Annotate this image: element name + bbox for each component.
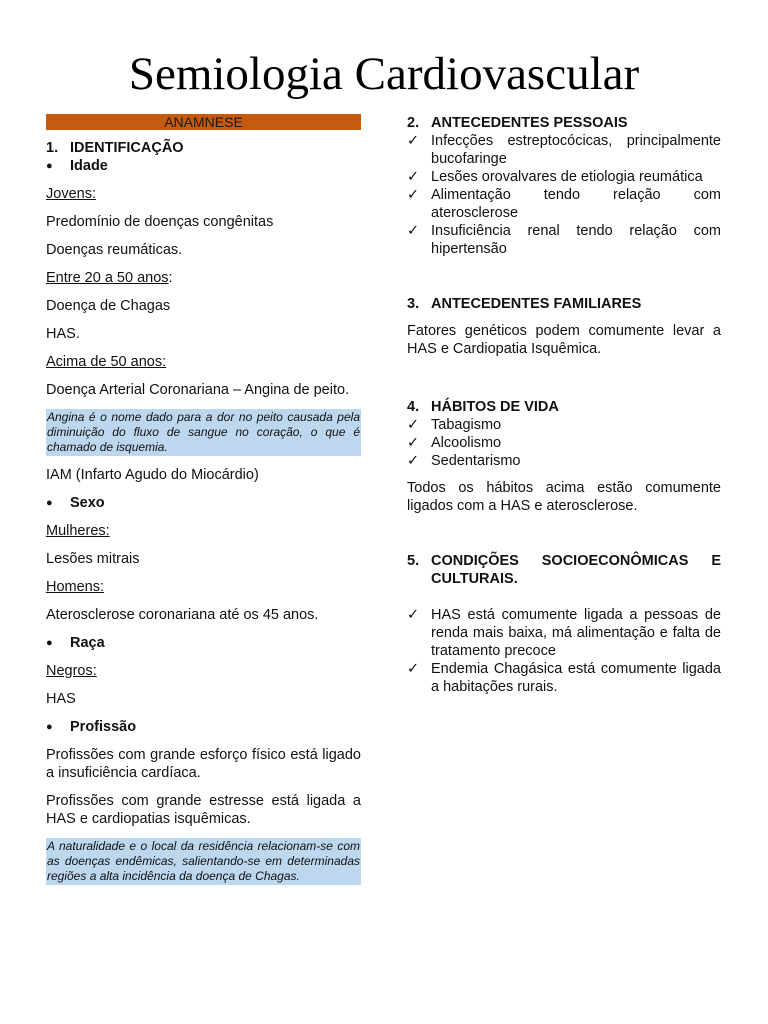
- entre-item: Doença de Chagas: [46, 298, 171, 314]
- section-condicoes-heading: [407, 552, 721, 588]
- bullet-profissao: [46, 718, 361, 736]
- entre-item: HAS.: [46, 326, 80, 342]
- section-number: 5.: [407, 553, 420, 569]
- check-item: [407, 660, 721, 696]
- check-item: [407, 168, 721, 186]
- check-icon: ✓: [407, 661, 420, 677]
- negros-text: HAS: [46, 691, 76, 707]
- check-icon: ✓: [407, 417, 420, 433]
- familiares-text: Fatores genéticos podem comumente levar a HAS e Cardiopatia Isquêmica.: [407, 323, 721, 357]
- section-number: 4.: [407, 399, 420, 415]
- bullet-label: Profissão: [70, 719, 137, 735]
- entre-label: Entre 20 a 50 anos: [46, 270, 169, 286]
- naturalidade-note: A naturalidade e o local da residência relacionam-se com as doenças endêmicas, salientando-se em determinadas regiões a alta incidência da doença de Chagas.: [47, 839, 360, 883]
- check-item: [407, 606, 721, 660]
- section-habitos-heading: [407, 398, 721, 416]
- bullet-raca: [46, 634, 361, 652]
- check-item: [407, 416, 721, 434]
- section-antecedentes-familiares-heading: [407, 295, 721, 313]
- check-icon: ✓: [407, 187, 420, 203]
- section-number: 3.: [407, 296, 420, 312]
- jovens-item: Doenças reumáticas.: [46, 242, 183, 258]
- profissao-text: Profissões com grande estresse está ligada a HAS e cardiopatias isquêmicas.: [46, 793, 361, 827]
- check-item-text: Lesões orovalvares de etiologia reumática: [431, 169, 703, 185]
- mulheres-text: Lesões mitrais: [46, 551, 140, 567]
- check-item-text: Alcoolismo: [431, 435, 502, 451]
- check-item-text: Alimentação tendo relação com aterosclerose: [431, 187, 721, 221]
- acima-text: Doença Arterial Coronariana – Angina de peito.: [46, 382, 350, 398]
- check-item: [407, 434, 721, 452]
- bullet-label: Idade: [70, 158, 108, 174]
- bullet-icon: ●: [46, 637, 53, 649]
- check-item-text: Endemia Chagásica está comumente ligada a habitações rurais.: [431, 661, 721, 695]
- jovens-item: Predomínio de doenças congênitas: [46, 214, 274, 230]
- check-item: [407, 132, 721, 168]
- anamnese-banner: ANAMNESE: [46, 114, 361, 130]
- check-item: [407, 186, 721, 222]
- check-item: [407, 452, 721, 470]
- angina-note: Angina é o nome dado para a dor no peito causada pela diminuição do fluxo de sangue no coração, o que é chamado de isquemia.: [47, 410, 360, 454]
- section-antecedentes-pessoais-heading: [407, 114, 721, 132]
- bullet-icon: ●: [46, 160, 53, 172]
- iam-text: IAM (Infarto Agudo do Miocárdio): [46, 467, 259, 483]
- bullet-label: Raça: [70, 635, 105, 651]
- section-title: CONDIÇÕES SOCIOECONÔMICAS E CULTURAIS.: [431, 553, 721, 587]
- section-number: 2.: [407, 115, 420, 131]
- section-title: ANTECEDENTES PESSOAIS: [431, 115, 628, 131]
- check-icon: ✓: [407, 169, 420, 185]
- check-icon: ✓: [407, 607, 420, 623]
- section-identificacao-heading: [46, 139, 361, 157]
- jovens-label: Jovens:: [46, 186, 96, 202]
- left-column: [46, 114, 361, 895]
- check-item: [407, 222, 721, 258]
- section-title: HÁBITOS DE VIDA: [431, 399, 559, 415]
- check-icon: ✓: [407, 453, 420, 469]
- page-title: Semiologia Cardiovascular: [128, 48, 640, 100]
- bullet-label: Sexo: [70, 495, 105, 511]
- habitos-text: Todos os hábitos acima estão comumente ligados com a HAS e aterosclerose.: [407, 480, 721, 514]
- profissao-text: Profissões com grande esforço físico está ligado a insuficiência cardíaca.: [46, 747, 361, 781]
- entre-colon: :: [168, 270, 173, 286]
- check-item-text: HAS está comumente ligada a pessoas de renda mais baixa, má alimentação e falta de tratamento precoce: [431, 607, 721, 659]
- homens-text: Aterosclerose coronariana até os 45 anos.: [46, 607, 319, 623]
- bullet-icon: ●: [46, 497, 53, 509]
- section-title: ANTECEDENTES FAMILIARES: [431, 296, 642, 312]
- negros-label: Negros:: [46, 663, 97, 679]
- check-icon: ✓: [407, 435, 420, 451]
- check-item-text: Infecções estreptocócicas, principalmente bucofaringe: [431, 133, 721, 167]
- check-item-text: Insuficiência renal tendo relação com hipertensão: [431, 223, 721, 257]
- acima-label: Acima de 50 anos:: [46, 354, 167, 370]
- check-item-text: Sedentarismo: [431, 453, 521, 469]
- bullet-icon: ●: [46, 721, 53, 733]
- entre-label-line: [46, 269, 361, 287]
- mulheres-label: Mulheres:: [46, 523, 110, 539]
- bullet-idade: [46, 157, 361, 175]
- section-number: 1.: [46, 140, 59, 156]
- check-icon: ✓: [407, 133, 420, 149]
- section-title: IDENTIFICAÇÃO: [70, 140, 184, 156]
- bullet-sexo: [46, 494, 361, 512]
- homens-label: Homens:: [46, 579, 105, 595]
- check-icon: ✓: [407, 223, 420, 239]
- check-item-text: Tabagismo: [431, 417, 502, 433]
- right-column: [407, 114, 721, 696]
